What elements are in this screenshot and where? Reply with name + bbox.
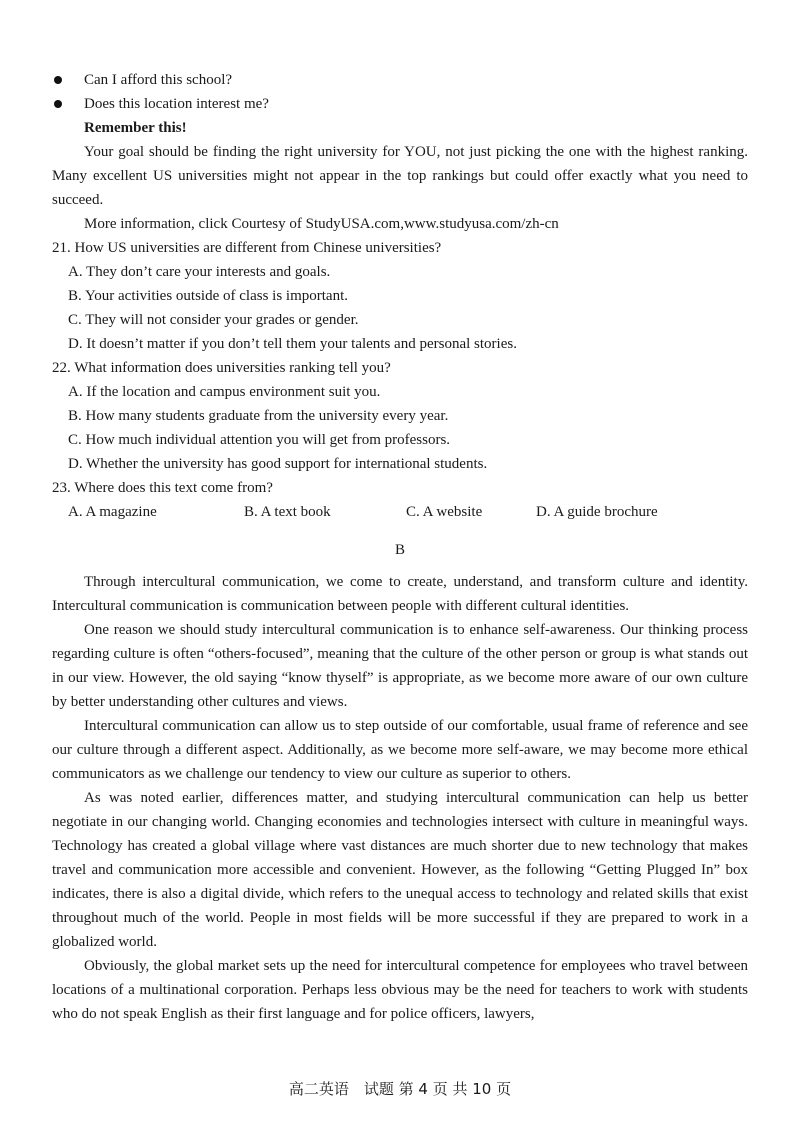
- page-content: [52, 68, 748, 1026]
- question-21-option-a: A. They don’t care your interests and goals.: [68, 264, 331, 280]
- question-22-option-a: A. If the location and campus environment suit you.: [68, 384, 381, 400]
- question-22-option-d: D. Whether the university has good support for international students.: [68, 456, 488, 472]
- section-b-paragraph: Intercultural communication can allow us to step outside of our comfortable, usual frame of reference and see our culture through a different aspect. Additionally, as we become more self-aware, we may become more ethical communicators as we challenge our tendency to view our culture as superior to others.: [52, 718, 748, 782]
- question-22-option-c: C. How much individual attention you will get from professors.: [68, 432, 451, 448]
- section-b-paragraph: One reason we should study intercultural communication is to enhance self-awareness. Our thinking process regarding culture is often “others-focused”, meaning that the culture of the other person or group is what stands out in our view. However, the old saying “know thyself” is appropriate, as we become more aware of our own culture by better understanding other cultures and views.: [52, 622, 748, 710]
- question-23-option-c: C. A website: [406, 504, 483, 520]
- question-22: 22. What information does universities ranking tell you?: [52, 360, 391, 376]
- bullet-dot-icon: [54, 100, 62, 108]
- bullet-item: [52, 92, 748, 116]
- question-23: 23. Where does this text come from?: [52, 480, 273, 496]
- remember-heading: Remember this!: [84, 120, 187, 136]
- remember-paragraph: Your goal should be finding the right university for YOU, not just picking the one with the highest ranking. Many excellent US universities might not appear in the top rankings but could offer exactly what you need to succeed.: [52, 144, 748, 208]
- more-info-line: More information, click Courtesy of StudyUSA.com,www.studyusa.com/zh-cn: [84, 216, 559, 232]
- bullet-text: Does this location interest me?: [84, 96, 269, 112]
- bullet-item: [52, 68, 748, 92]
- question-21: 21. How US universities are different from Chinese universities?: [52, 240, 442, 256]
- section-b-letter: B: [394, 542, 405, 558]
- page-footer: 高二英语 试题 第 4 页 共 10 页: [288, 1080, 512, 1098]
- question-23-option-d: D. A guide brochure: [536, 504, 658, 520]
- section-b-paragraph: Obviously, the global market sets up the need for intercultural competence for employees who travel between locations of a multinational corporation. Perhaps less obvious may be the need for teachers to work with students who do not speak English as their first language and for police officers, lawyers,: [52, 958, 748, 1022]
- question-23-option-b: B. A text book: [244, 504, 331, 520]
- bullet-dot-icon: [54, 76, 62, 84]
- bullet-text: Can I afford this school?: [84, 72, 233, 88]
- section-b-paragraph: As was noted earlier, differences matter, and studying intercultural communication can help us better negotiate in our changing world. Changing economies and technologies intersect with culture in meaningful ways. Technology has created a global village where vast distances are much shorter due to new technology that makes travel and communication more accessible and convenient. However, as the following “Getting Plugged In” box indicates, there is also a digital divide, which refers to the unequal access to technology and related skills that exist throughout much of the world. People in most fields will be more successful if they are prepared to work in a globalized world.: [52, 790, 748, 950]
- question-21-option-c: C. They will not consider your grades or gender.: [68, 312, 359, 328]
- section-b-paragraph: Through intercultural communication, we come to create, understand, and transform culture and identity. Intercultural communication is communication between people with different cultural identities.: [52, 574, 748, 614]
- question-23-options: [52, 500, 748, 524]
- question-22-option-b: B. How many students graduate from the university every year.: [68, 408, 449, 424]
- question-21-option-d: D. It doesn’t matter if you don’t tell them your talents and personal stories.: [68, 336, 517, 352]
- question-21-option-b: B. Your activities outside of class is important.: [68, 288, 348, 304]
- question-23-option-a: A. A magazine: [68, 504, 157, 520]
